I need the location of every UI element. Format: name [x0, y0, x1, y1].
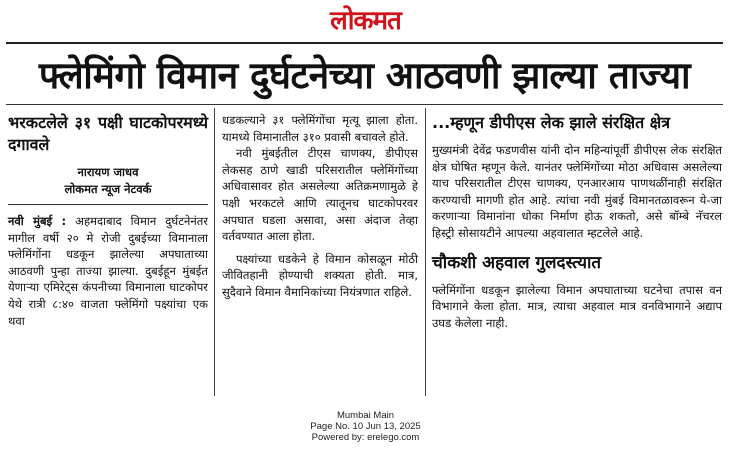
powered-by: Powered by: erelego.com — [311, 432, 420, 443]
dateline: नवी मुंबई : — [8, 214, 67, 228]
story2-column — [432, 112, 722, 331]
edition-label: Mumbai Main — [336, 410, 395, 421]
story1-paragraph: धडकल्याने ३१ फ्लेमिंगोंचा मृत्यू झाला होता. यामध्ये विमानातील ३१० प्रवासी बचावले होते. — [222, 113, 418, 144]
story1-paragraph: पक्ष्यांच्या धडकेने हे विमान कोसळून मोठी जीवितहानी होण्याची शक्यता होती. मात्र, सुदैवाने विमान वैमानिकांच्या नियंत्रणात राहिले. — [222, 251, 418, 299]
author-name: नारायण जाधव — [77, 165, 139, 179]
story1-lead: अहमदाबाद विमान दुर्घटनेनंतर मागील वर्षी २० मे रोजी दुबईच्या विमानाला फ्लेमिंगोंना धडकून झालेल्या अपघाताच्या आठवणी पुन्हा ताज्या झाल्या. दुबईहून मुंबईत येणाऱ्या एमिरेट्स कंपनीच्या विमानाला घाटकोपर येथे रात्री ८:४० वाजता फ्लेमिंगो पक्ष्यांचा एक थवा — [8, 214, 209, 328]
story1-subhead: भरकटलेले ३१ पक्षी घाटकोपरमध्ये दगावले — [8, 113, 208, 154]
story1-paragraph — [8, 213, 208, 329]
page-footer — [0, 410, 731, 443]
masthead-rule — [6, 42, 723, 44]
main-headline: फ्लेमिंगो विमान दुर्घटनेच्या आठवणी झाल्या ताज्या — [38, 54, 691, 97]
story2-paragraph: मुख्यमंत्री देवेंद्र फडणवीस यांनी दोन महिन्यांपूर्वी डीपीएस लेक संरक्षित क्षेत्र घोषित म्हणून केले. यानंतर फ्लेमिंगोंच्या मोठा अधिवास असलेल्या याच परिसरातील टीएस चाणक्य, एनआरआय पाणथळींनाही संरक्षित करण्याची मागणी होत आहे. त्यांचा नवी मुंबई विमानतळावरून ये-जा करणाऱ्या विमानांना धोका निर्माण होऊ शकतो, असे बॉम्बे नॅचरल हिस्ट्री सोसायटीने आपल्या अहवालात म्हटलेले आहे. — [432, 143, 722, 240]
story2-paragraph: फ्लेमिंगोंना धडकून झालेल्या विमान अपघाताच्या घटनेचा तपास वन विभागाने केला होता. मात्र, त्याचा अहवाल मात्र वनविभागाने अद्याप उघड केलेला नाही. — [432, 282, 722, 330]
news-agency: लोकमत न्यूज नेटवर्क — [64, 182, 152, 196]
story2-subhead-2: चौकशी अहवाल गुलदस्त्यात — [432, 252, 602, 273]
column-divider — [425, 108, 426, 396]
story1-column2 — [222, 112, 418, 301]
page-date: Page No. 10 Jun 13, 2025 — [310, 421, 421, 432]
column-divider — [214, 108, 215, 396]
story2-subhead: ...म्हणून डीपीएस लेक झाले संरक्षित क्षेत्र — [432, 113, 671, 132]
headline-rule — [6, 104, 723, 105]
masthead — [0, 6, 731, 38]
byline-rule — [8, 204, 208, 205]
story1-column1 — [8, 112, 208, 329]
story1-paragraph: नवी मुंबईतील टीएस चाणक्य, डीपीएस लेकसह ठाणे खाडी परिसरातील फ्लेमिंगोंच्या अधिवासावर होत असलेल्या अतिक्रमणामुळे हे पक्षी भरकटले आणि त्यातूनच घाटकोपरवर अपघात घडला असावा, असा अंदाज तेव्हा वर्तवण्यात आला होता. — [222, 146, 418, 244]
lokmat-logo: लोकमत — [330, 6, 401, 36]
